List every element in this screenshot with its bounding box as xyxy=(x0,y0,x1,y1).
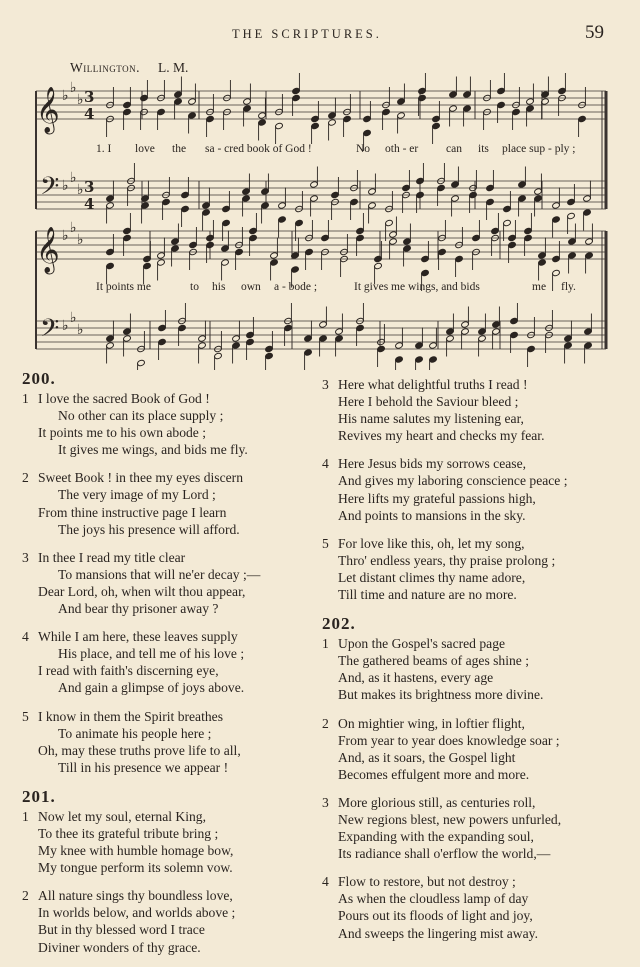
hymn-201 xyxy=(22,787,312,956)
lyric-syllable: No xyxy=(356,143,371,155)
svg-text:4: 4 xyxy=(84,105,95,123)
lyric-syllable: to xyxy=(190,281,199,293)
stanza-line: And, as it hastens, every age xyxy=(338,670,494,686)
lyric-syllable: It gives me wings, and bids xyxy=(354,281,480,293)
right-column xyxy=(322,376,622,953)
stanza: 2 All nature sings thy boundless love, In worlds below, and worlds above ; But in thy blessed word I trace Diviner wonders of thy grace. xyxy=(22,887,312,955)
svg-text:♭: ♭ xyxy=(77,322,84,338)
stanza-line: Here I behold the Saviour bleed ; xyxy=(338,394,519,410)
stanza-line: In worlds below, and worlds above ; xyxy=(38,905,236,921)
stanza-line: In thee I read my title clear xyxy=(38,549,186,565)
lyric-syllable: own xyxy=(241,281,261,293)
stanza-line: While I am here, these leaves supply xyxy=(38,629,238,645)
stanza-line: Sweet Book ! in thee my eyes discern xyxy=(38,470,243,486)
svg-text:♭: ♭ xyxy=(62,228,69,244)
stanza: 4 While I am here, these leaves supply His place, and tell me of his love ; I read with faith's discerning eye, And gain a glimpse of joys above. xyxy=(22,628,312,696)
stanza-line: Here lifts my grateful passions high, xyxy=(338,490,536,506)
svg-text:♭: ♭ xyxy=(70,220,77,236)
stanza-line: Here Jesus bids my sorrows cease, xyxy=(338,456,527,472)
stanza-line: And gain a glimpse of joys above. xyxy=(58,680,245,696)
stanza: 3 More glorious still, as centuries roll, New regions blest, new powers unfurled, Expanding with the expanding soul, Its radiance shall o'erflow the world,— xyxy=(322,794,622,862)
stanza-line: Upon the Gospel's sacred page xyxy=(338,636,506,652)
stanza-line: The gathered beams of ages shine ; xyxy=(338,653,529,669)
stanza-line: My tongue perform its solemn vow. xyxy=(38,860,233,876)
music-score xyxy=(0,0,640,370)
stanza-line: Expanding with the expanding soul, xyxy=(338,829,534,845)
staff-lines xyxy=(36,91,606,349)
stanza-line: My knee with humble homage bow, xyxy=(38,843,234,859)
barlines xyxy=(36,91,606,349)
svg-text:♭: ♭ xyxy=(70,170,77,186)
stanza-line: His place, and tell me of his love ; xyxy=(58,646,245,662)
stanza-line: I read with faith's discerning eye, xyxy=(38,663,219,679)
lyric-syllable: place sup - ply ; xyxy=(502,143,576,155)
svg-text:♭: ♭ xyxy=(62,318,69,334)
lyric-syllable: love xyxy=(135,143,155,155)
time-signatures xyxy=(84,88,94,213)
treble-clef-icon: 𝄞 xyxy=(36,227,60,273)
hymn-200 xyxy=(22,369,312,776)
stanza-line: Here what delightful truths I read ! xyxy=(338,377,528,392)
hymn-201-continued xyxy=(322,376,622,603)
stanza-line: All nature sings thy boundless love, xyxy=(38,888,233,904)
stanza-line: I love the sacred Book of God ! xyxy=(38,391,210,406)
stanza-line: And, as it soars, the Gospel light xyxy=(338,749,516,765)
running-title: THE SCRIPTURES. xyxy=(232,27,382,41)
stanza-line: More glorious still, as centuries roll, xyxy=(338,794,536,810)
svg-text:3: 3 xyxy=(84,88,95,106)
stanza-line: The very image of my Lord ; xyxy=(58,487,216,503)
svg-text:♭: ♭ xyxy=(70,80,77,96)
stanza-line: Let distant climes thy name adore, xyxy=(338,569,526,585)
stanza: 3 In thee I read my title clear To mansions that will ne'er decay ;— Dear Lord, oh, when wilt thou appear, And bear thy prisoner away ? xyxy=(22,549,312,617)
svg-text:3: 3 xyxy=(84,178,95,196)
stanza: 1 Now let my soul, eternal King, To thee its grateful tribute bring ; My knee with humble homage bow, My tongue perform its solemn vow. xyxy=(22,808,312,876)
stanza: 5 For love like this, oh, let my song, Thro' endless years, thy praise prolong ; Let distant climes thy name adore, Till time and nature are no more. xyxy=(322,535,622,603)
stanza-line: It points me to his own abode ; xyxy=(38,425,207,441)
notes xyxy=(106,73,594,370)
stanza-line: New regions blest, new powers unfurled, xyxy=(338,811,562,827)
lyric-syllable: can xyxy=(446,143,462,155)
svg-text:♭: ♭ xyxy=(70,310,77,326)
stanza-line: And bear thy prisoner away ? xyxy=(58,601,219,617)
stanza-line: Flow to restore, but not destroy ; xyxy=(338,874,516,890)
lyric-syllable: 1. I xyxy=(96,143,112,155)
stanza-line: I know in them the Spirit breathes xyxy=(38,708,223,724)
lyric-syllable: me xyxy=(532,281,547,293)
stanza-line: Till in his presence we appear ! xyxy=(58,759,229,775)
svg-text:4: 4 xyxy=(84,195,95,213)
lyric-syllable: its xyxy=(478,143,489,155)
stanza-line: Its radiance shall o'erflow the world,— xyxy=(338,846,551,862)
stanza: 1 Upon the Gospel's sacred page The gathered beams of ages shine ; And, as it hastens, every age But makes its brightness more divine. xyxy=(322,635,622,703)
svg-text:♭: ♭ xyxy=(62,178,69,194)
stanza: 4 Flow to restore, but not destroy ; As when the cloudless lamp of day Pours out its floods of light and joy, And sweeps the lingering mist away. xyxy=(322,873,622,941)
svg-text:♭: ♭ xyxy=(77,232,84,248)
stanza-line: But makes its brightness more divine. xyxy=(338,687,544,703)
svg-text:♭: ♭ xyxy=(77,182,84,198)
stanza: 3 Here what delightful truths I read ! Here I behold the Saviour bleed ; His name salutes my listening ear, Revives my heart and checks my fear. xyxy=(322,376,622,444)
lyric-syllable: sa - cred book of God ! xyxy=(205,143,312,155)
stanza-line: Till time and nature are no more. xyxy=(338,587,517,603)
stanza: 5 I know in them the Spirit breathes To animate his people here ; Oh, may these truths prove life to all, Till in his presence we appear ! xyxy=(22,708,312,776)
lyric-syllable: It points me xyxy=(96,281,151,293)
stanza-line: And gives my laboring conscience peace ; xyxy=(338,473,568,489)
stanza-line: No other can its place supply ; xyxy=(58,408,224,424)
stanza-line: For love like this, oh, let my song, xyxy=(338,535,525,551)
stanza-line: Now let my soul, eternal King, xyxy=(38,808,207,824)
stanza-line: It gives me wings, and bids me fly. xyxy=(58,442,248,458)
stanza-line: But in thy blessed word I trace xyxy=(38,922,205,938)
bass-clef-icon: 𝄢 xyxy=(40,314,60,349)
clefs xyxy=(36,80,94,349)
lyric-syllable: fly. xyxy=(561,281,576,293)
stanza-line: And sweeps the lingering mist away. xyxy=(338,925,538,941)
stanza-line: From thine instructive page I learn xyxy=(38,504,227,520)
stanza: 4 Here Jesus bids my sorrows cease, And gives my laboring conscience peace ; Here lifts my grateful passions high, And points to mansions in the sky. xyxy=(322,455,622,523)
stanza: 1 I love the sacred Book of God ! No other can its place supply ; It points me to his own abode ; It gives me wings, and bids me fly. xyxy=(22,390,312,458)
stanza-line: Becomes effulgent more and more. xyxy=(338,766,530,782)
stanza-line: And points to mansions in the sky. xyxy=(338,507,526,523)
stanza: 2 Sweet Book ! in thee my eyes discern The very image of my Lord ; From thine instructive page I learn The joys his presence will afford. xyxy=(22,469,312,537)
stanza-line: Dear Lord, oh, when wilt thou appear, xyxy=(38,583,246,599)
bass-clef-icon: 𝄢 xyxy=(40,172,60,207)
stanza-line: Pours out its floods of light and joy, xyxy=(338,908,533,924)
tune-name: Willington. xyxy=(70,60,140,75)
stanza-line: His name salutes my listening ear, xyxy=(338,411,524,427)
stanza-line: To thee its grateful tribute bring ; xyxy=(38,825,219,841)
stanza-line: The joys his presence will afford. xyxy=(58,521,240,537)
stanza-line: On mightier wing, in loftier flight, xyxy=(338,715,525,731)
stanza-line: To mansions that will ne'er decay ;— xyxy=(58,566,261,582)
svg-text:♭: ♭ xyxy=(77,92,84,108)
stanza-line: Diviner wonders of thy grace. xyxy=(38,939,201,955)
hymn-number: 202. xyxy=(322,614,356,634)
lyric-syllable: the xyxy=(172,143,187,155)
treble-clef-icon: 𝄞 xyxy=(36,87,60,133)
stanza-line: To animate his people here ; xyxy=(58,725,212,741)
hymn-202 xyxy=(322,614,622,942)
svg-text:♭: ♭ xyxy=(62,88,69,104)
stanza-line: As when the cloudless lamp of day xyxy=(338,891,529,907)
stanza: 2 On mightier wing, in loftier flight, From year to year does knowledge soar ; And, as it soars, the Gospel light Becomes effulgent more and more. xyxy=(322,715,622,783)
stanza-line: Revives my heart and checks my fear. xyxy=(338,428,545,444)
stanza-line: Thro' endless years, thy praise prolong ; xyxy=(338,552,556,568)
stanza-line: From year to year does knowledge soar ; xyxy=(338,732,560,748)
hymn-number: 201. xyxy=(22,786,56,806)
tune-meter: L. M. xyxy=(157,60,189,75)
lyric-syllable: his xyxy=(212,281,226,293)
lyric-syllable: a - bode ; xyxy=(274,281,318,293)
hymn-number: 200. xyxy=(22,369,56,388)
page-number: 59 xyxy=(585,22,604,43)
stanza-line: Oh, may these truths prove life to all, xyxy=(38,742,241,758)
left-column xyxy=(22,369,312,967)
lyric-syllable: oth - er xyxy=(385,143,419,155)
